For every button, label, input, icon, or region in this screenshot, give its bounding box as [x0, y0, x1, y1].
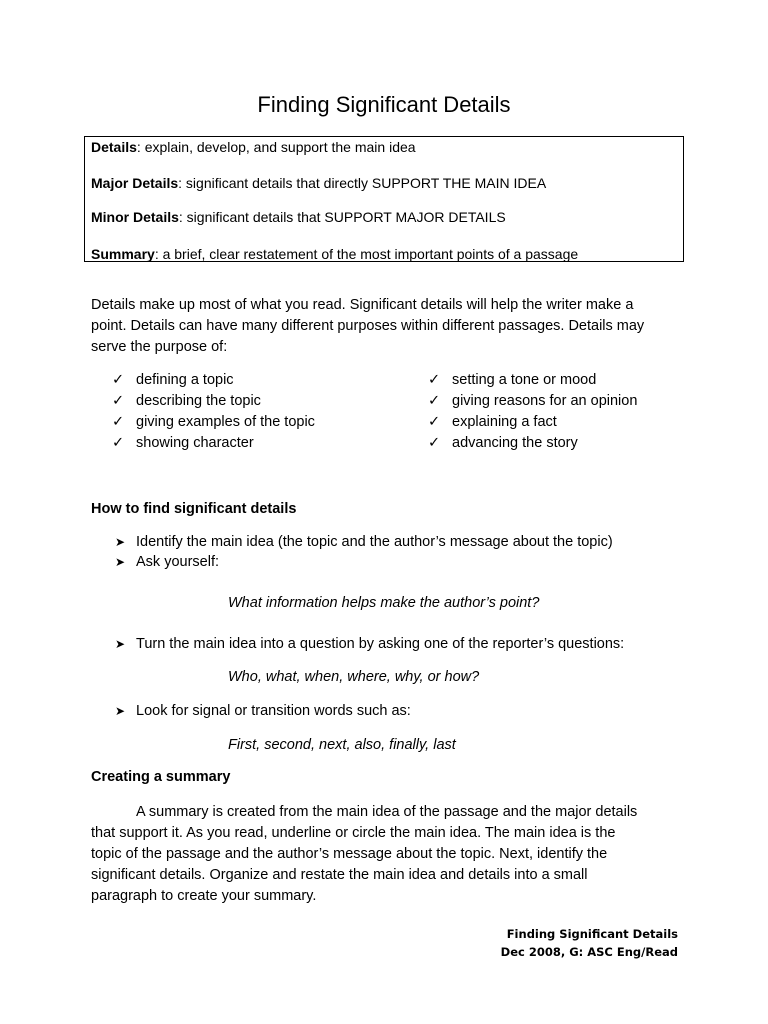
definition-term: Minor Details [91, 209, 179, 225]
definition-text: : explain, develop, and support the main idea [136, 139, 416, 155]
check-icon: ✓ [428, 393, 441, 409]
definition-details [91, 138, 416, 156]
check-icon: ✓ [428, 414, 441, 430]
arrow-bullet-icon: ➤ [115, 637, 126, 651]
footer-title: Finding Significant Details [506, 927, 678, 941]
definition-text: : significant details that SUPPORT MAJOR DETAILS [178, 209, 506, 225]
definition-term: Details [91, 139, 137, 155]
summary-paragraph [91, 802, 691, 907]
step-example: Who, what, when, where, why, or how? [228, 669, 480, 685]
intro-line: point. Details can have many different purposes within different passages. Details may [91, 318, 645, 334]
intro-line: Details make up most of what you read. Significant details will help the writer make a [91, 297, 634, 313]
definition-major-details [91, 174, 546, 192]
page-title: Finding Significant Details [257, 92, 511, 117]
arrow-bullet-icon: ➤ [115, 704, 126, 718]
intro-paragraph [91, 295, 644, 358]
section-heading-creating-summary: Creating a summary [91, 769, 231, 785]
footer-date: Dec 2008, G: ASC Eng/Read [500, 945, 678, 959]
page-footer [501, 925, 678, 961]
intro-line: serve the purpose of: [91, 339, 228, 355]
step-example: What information helps make the author’s point? [228, 595, 540, 611]
check-icon: ✓ [428, 435, 441, 451]
document-page: Finding Significant Details Details: explain, develop, and support the main idea Major Details: significant details that directly SUPPORT THE MAIN IDEA Minor Details: significant details that SUPPORT MAJOR DETAILS Summary: a brief, clear restatement of the most important points of a passage Details make up most of what you read. Significant details will help the writer make a point. Details can have many different purposes within different passages. Details may serve the purpose of: ✓ defining a topic ✓ describing the topic ✓ giving examples of the topic ✓ showing character ✓ setting a tone or mood ✓ giving reasons for an opinion ✓ explaining a fact ✓ advancing the story How to find significant details ➤ Identify the main idea (the topic and the author’s message about the topic) ➤ Ask yourself: What information helps make the author’s point? ➤ Turn the main idea into a question by asking one of the reporter’s questions: Who, what, when, where, why, or how? ➤ Look for signal or transition words such as: First, second, next, also, finally, last Creating a summary A summary is created from the main idea of the passage and the major details that support it. As you read, underline or circle the main idea. The main idea is the topic of the passage and the author’s message about the topic. Next, identify the significant details. Organize and restate the main idea and details into a small paragraph to create your summary. Finding Significant Details Dec 2008, G: ASC Eng/Read [0, 0, 768, 1024]
summary-line: topic of the passage and the author’s message about the topic. Next, identify the [91, 846, 608, 862]
arrow-bullet-icon: ➤ [115, 535, 126, 549]
step-example: First, second, next, also, finally, last [228, 737, 456, 753]
summary-line: paragraph to create your summary. [91, 888, 317, 904]
check-icon: ✓ [112, 393, 125, 409]
definition-term: Major Details [91, 175, 179, 191]
definition-minor-details [91, 208, 506, 226]
definition-text: : significant details that directly SUPPORT THE MAIN IDEA [178, 175, 547, 191]
definition-term: Summary [91, 246, 155, 262]
check-icon: ✓ [112, 372, 125, 388]
definition-text: : a brief, clear restatement of the most important points of a passage [154, 246, 579, 262]
check-icon: ✓ [112, 414, 125, 430]
summary-line: that support it. As you read, underline or circle the main idea. The main idea is the [91, 825, 616, 841]
summary-line: A summary is created from the main idea of the passage and the major details [136, 804, 638, 820]
check-icon: ✓ [428, 372, 441, 388]
section-heading-how-to-find: How to find significant details [91, 501, 297, 517]
check-icon: ✓ [112, 435, 125, 451]
definitions-box [84, 136, 684, 262]
definition-summary [91, 245, 578, 263]
arrow-bullet-icon: ➤ [115, 555, 126, 569]
summary-line: significant details. Organize and restate the main idea and details into a small [91, 867, 588, 883]
